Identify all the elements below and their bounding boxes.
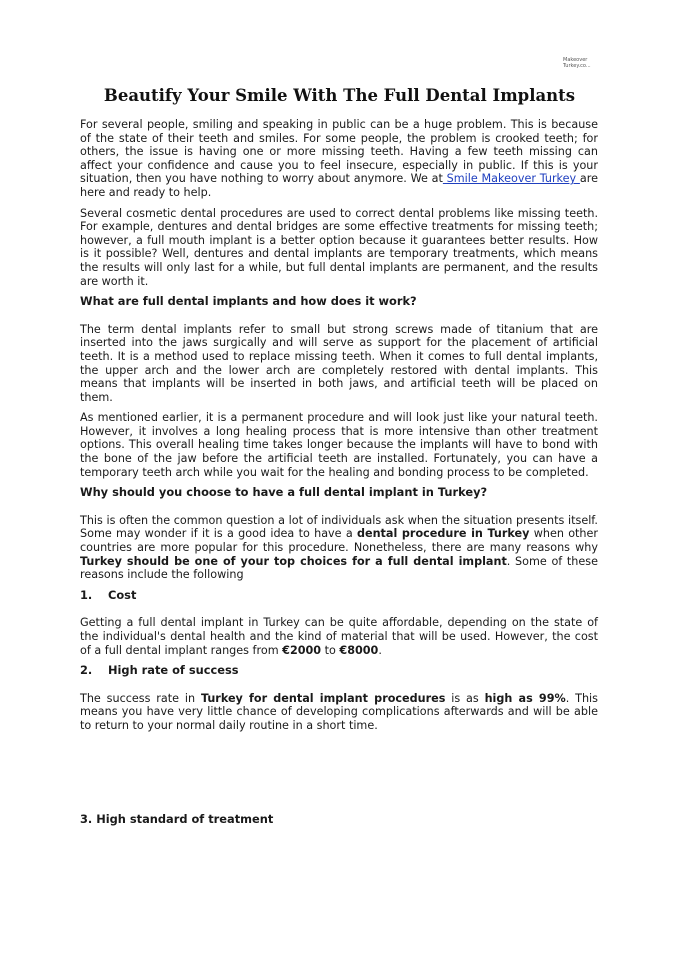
- bold-phrase: high as 99%: [484, 691, 566, 705]
- bold-phrase: Turkey for dental implant procedures: [200, 691, 446, 705]
- reason-heading-success: 2. High rate of success: [80, 663, 239, 678]
- price-high: €8000: [339, 643, 379, 657]
- reasons-paragraph: This is often the common question a lot of individuals ask when the situation presents itself. Some may wonder if it is a good idea to have a dental procedure in Turkey when other countries are more popular for this procedure. Nonetheless, there are many reasons why Turkey should be one of your top choices for a full dental implant. Some of these reasons include the following: [80, 513, 599, 582]
- cost-paragraph: Getting a full dental implant in Turkey can be quite affordable, depending on the state of the individual's dental health and the kind of material that will be used. However, the cost of a full dental implant ranges from €2000 to €8000.: [80, 616, 598, 657]
- smile-makeover-link[interactable]: Smile Makeover Turkey: [442, 172, 580, 186]
- definition-paragraph: The term dental implants refer to small but strong screws made of titanium that are inserted into the jaws surgically and will serve as support for the placement of artificial teeth. It is a method used to replace missing teeth. When it comes to full dental implants, the upper arch and the lower arch are completely restored with dental implants. This means that implants will be inserted in both jaws, and artificial teeth will be placed on them.: [80, 322, 598, 404]
- reason-heading-standard: 3. High standard of treatment: [80, 812, 274, 826]
- intro-paragraph: [80, 118, 598, 200]
- price-low: €2000: [282, 643, 322, 657]
- intro-text-end: are here and ready to help.: [80, 172, 598, 199]
- bold-phrase: Turkey should be one of your top choices for a full dental implant: [80, 554, 507, 568]
- document-body: [80, 118, 598, 740]
- intro-text: For several people, smiling and speaking in public can be a huge problem. This is because of the state of their teeth and smiles. For some people, the problem is crooked teeth; for others, the issue is having one or more missing teeth. Having a few teeth missing can affect your confidence and cause you to feel insecure, especially in public. If this is your situation, then you have nothing to worry about anymore. We at: [80, 118, 598, 186]
- corner-line-1: Makeover: [563, 57, 588, 63]
- bold-phrase: dental procedure in Turkey: [357, 527, 530, 541]
- section-heading-why: Why should you choose to have a full dental implant in Turkey?: [80, 485, 488, 500]
- healing-paragraph: As mentioned earlier, it is a permanent procedure and will look just like your natural teeth. However, it involves a long healing process that is more intensive than other treatment options. This overall healing time takes longer because the implants will have to bond with the bone of the jaw before the artificial teeth are installed. Fortunately, you can have a temporary teeth arch while you wait for the healing and bonding process to be completed.: [80, 411, 598, 479]
- reason-heading-cost: 1. Cost: [80, 587, 137, 602]
- document-title: Beautify Your Smile With The Full Dental Implants: [103, 86, 576, 105]
- corner-line-2: Turkey.co...: [563, 63, 591, 69]
- procedures-paragraph: Several cosmetic dental procedures are used to correct dental problems like missing teeth. For example, dentures and dental bridges are some effective treatments for missing teeth; however, a full mouth implant is a better option because it guarantees better results. How is it possible? Well, dentures and dental implants are temporary treatments, which means the results will only last for a while, but full dental implants are permanent, and the results are worth it.: [80, 206, 598, 288]
- corner-logo-text: [563, 57, 591, 69]
- success-paragraph: The success rate in Turkey for dental implant procedures is as high as 99%. This means you have very little chance of developing complications afterwards and will be able to return to your normal daily routine in a short time.: [80, 691, 598, 732]
- section-heading-what: What are full dental implants and how does it work?: [80, 294, 417, 309]
